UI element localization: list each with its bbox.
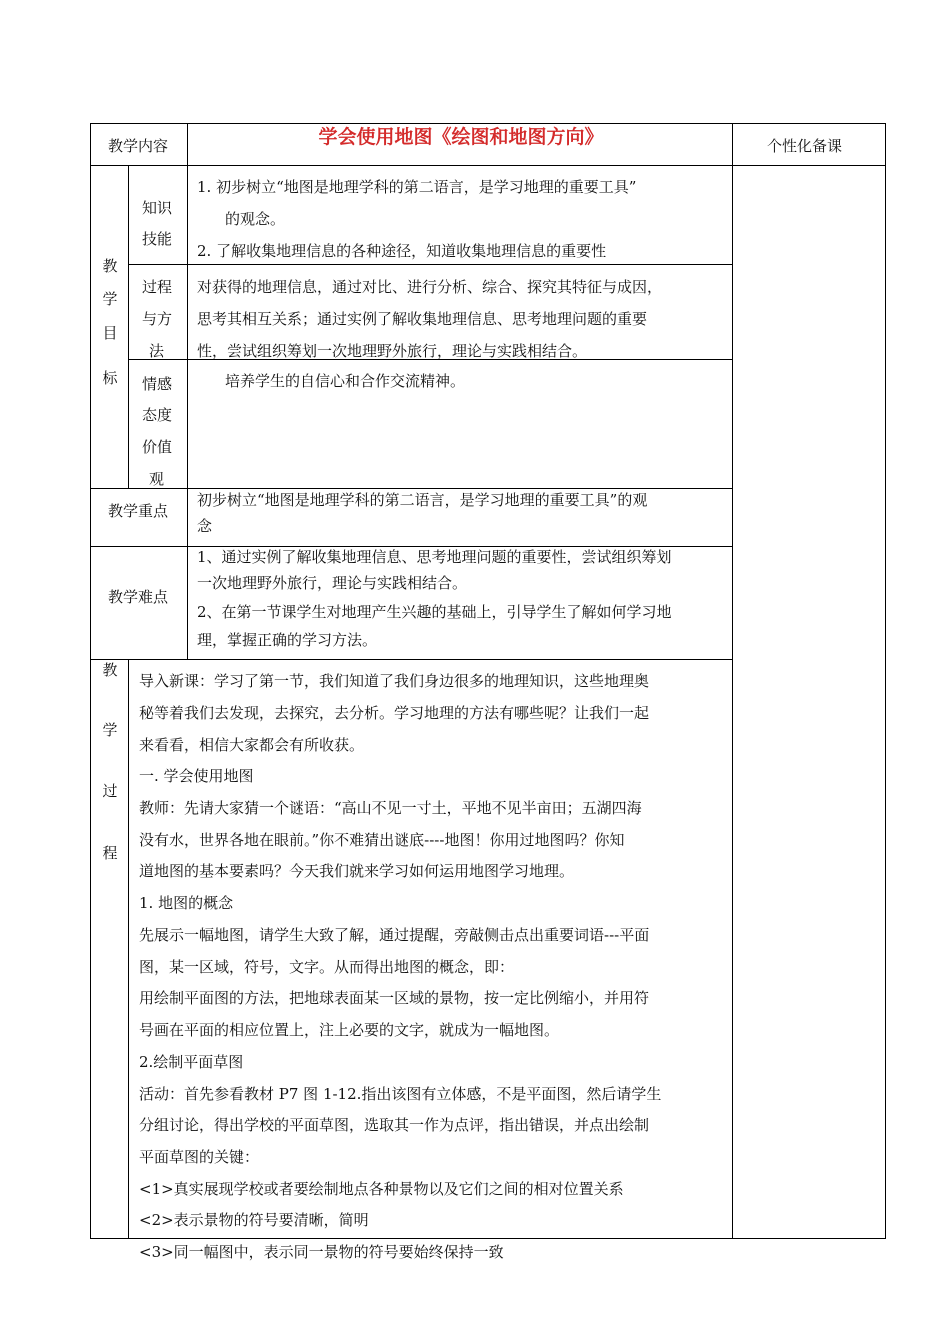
process-line: <1>真实展现学校或者要绘制地点各种景物以及它们之间的相对位置关系 — [139, 1180, 624, 1198]
process-line: 道地图的基本要素吗？今天我们就来学习如何运用地图学习地理。 — [139, 862, 575, 880]
label-column-divider — [187, 123, 188, 659]
process-line: <3>同一幅图中，表示同一景物的符号要始终保持一致 — [139, 1243, 504, 1261]
process-method-line: 思考其相互关系；通过实例了解收集地理信息、思考地理问题的重要 — [197, 310, 648, 328]
process-method-label-line: 过程 — [142, 278, 173, 296]
difficulty-line: 理，掌握正确的学习方法。 — [197, 631, 378, 649]
process-line: 2.绘制平面草图 — [139, 1053, 244, 1071]
header-content-label: 教学内容 — [108, 137, 169, 155]
process-line: 用绘制平面图的方法，把地球表面某一区域的景物，按一定比例缩小，并用符 — [139, 989, 650, 1007]
personal-column-divider — [732, 123, 733, 1239]
emotion-label-line: 情感 — [142, 375, 173, 393]
process-line: 分组讨论，得出学校的平面草图，选取其一作为点评，指出错误，并点出绘制 — [139, 1116, 650, 1134]
process-label-char: 教 — [102, 661, 118, 679]
key-point-label: 教学重点 — [108, 502, 169, 520]
process-line: 一. 学会使用地图 — [139, 767, 254, 785]
objectives-label-char: 学 — [102, 290, 118, 308]
header-row-divider — [90, 165, 886, 166]
process-label-char: 学 — [102, 721, 118, 739]
difficulty-row-divider — [90, 659, 733, 660]
difficulty-label: 教学难点 — [108, 588, 169, 606]
process-line: 来看看，相信大家都会有所收获。 — [139, 736, 365, 754]
knowledge-line: 1. 初步树立“地图是地理学科的第二语言，是学习地理的重要工具” — [197, 178, 637, 196]
process-line: 先展示一幅地图，请学生大致了解，通过提醒，旁敲侧击点出重要词语---平面 — [139, 926, 650, 944]
process-label-divider — [128, 659, 129, 1239]
key-point-line: 初步树立“地图是地理学科的第二语言，是学习地理的重要工具”的观 — [197, 491, 648, 509]
process-line: 教师：先请大家猜一个谜语：“高山不见一寸土，平地不见半亩田；五湖四海 — [139, 799, 642, 817]
header-personal-label: 个性化备课 — [767, 137, 843, 155]
knowledge-row-divider — [128, 264, 733, 265]
process-method-line: 性，尝试组织筹划一次地理野外旅行，理论与实践相结合。 — [197, 342, 588, 360]
knowledge-line: 2. 了解收集地理信息的各种途径，知道收集地理信息的重要性 — [197, 242, 607, 260]
process-line: 秘等着我们去发现，去探究，去分析。学习地理的方法有哪些呢？让我们一起 — [139, 704, 650, 722]
page-title: 学会使用地图《绘图和地图方向》 — [318, 126, 604, 148]
process-label-char: 程 — [102, 844, 118, 862]
process-line: 号画在平面的相应位置上，注上必要的文字，就成为一幅地图。 — [139, 1021, 560, 1039]
process-line: 没有水，世界各地在眼前。”你不难猜出谜底----地图！你用过地图吗？你知 — [139, 831, 625, 849]
knowledge-label-line: 技能 — [142, 230, 173, 248]
process-line: 1. 地图的概念 — [139, 894, 234, 912]
emotion-label-line: 观 — [149, 470, 165, 488]
objectives-label-char: 目 — [102, 324, 118, 342]
emotion-label-line: 价值 — [142, 438, 173, 456]
knowledge-line: 的观念。 — [225, 210, 286, 228]
process-label-char: 过 — [102, 782, 118, 800]
process-line: 导入新课：学习了第一节，我们知道了我们身边很多的地理知识，这些地理奥 — [139, 672, 650, 690]
process-line: 活动：首先参看教材 P7 图 1-12.指出该图有立体感，不是平面图，然后请学生 — [139, 1085, 662, 1103]
knowledge-label-line: 知识 — [142, 199, 173, 217]
objectives-label-char: 标 — [102, 369, 118, 387]
difficulty-line: 一次地理野外旅行，理论与实践相结合。 — [197, 574, 468, 592]
process-line: <2>表示景物的符号要清晰，简明 — [139, 1211, 369, 1229]
objectives-label-char: 教 — [102, 257, 118, 275]
table-border-right — [885, 123, 886, 1239]
emotion-label-line: 态度 — [142, 406, 173, 424]
process-line: 平面草图的关键： — [139, 1148, 260, 1166]
difficulty-line: 2、在第一节课学生对地理产生兴趣的基础上，引导学生了解如何学习地 — [197, 603, 672, 621]
key-point-line: 念 — [197, 517, 213, 535]
process-method-label-line: 与方 — [142, 310, 173, 328]
emotion-line: 培养学生的自信心和合作交流精神。 — [225, 372, 466, 390]
table-border-bottom — [90, 1238, 886, 1239]
process-method-label-line: 法 — [149, 342, 165, 360]
process-line: 图，某一区域，符号，文字。从而得出地图的概念，即： — [139, 958, 515, 976]
process-method-line: 对获得的地理信息，通过对比、进行分析、综合、探究其特征与成因， — [197, 278, 663, 296]
objectives-row-divider — [90, 488, 733, 489]
difficulty-line: 1、通过实例了解收集地理信息、思考地理问题的重要性，尝试组织筹划 — [197, 548, 672, 566]
